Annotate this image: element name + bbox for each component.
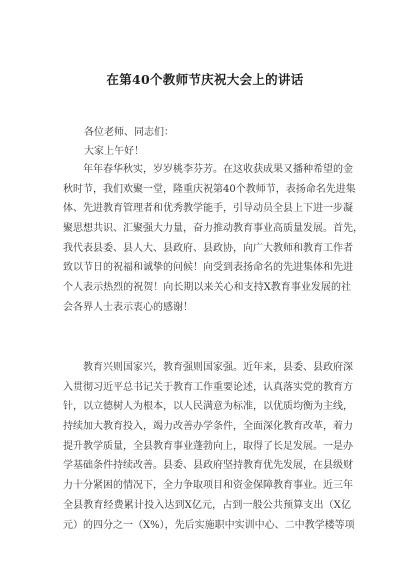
paragraph-line: 秋时节，我们欢聚一堂，隆重庆祝第40个教师节，表扬命名先进集: [63, 183, 356, 195]
paragraph-line: 针，以立德树人为根本，以人民满意为标准，以优质均衡为主线，: [63, 401, 353, 413]
paragraph-line: 我代表县委、县人大、县政府、县政协，向广大教师和教育工作者: [63, 242, 353, 254]
paragraph-opening: [63, 160, 363, 318]
paragraph-line: 入贯彻习近平总书记关于教育工作重要论述，认真落实党的教育方: [63, 381, 353, 393]
paragraph-line: 聚思想共识、汇聚强大力量，奋力推动教育事业高质量发展。首先，: [63, 223, 363, 235]
paragraph-line: 持续加大教育投入，竭力改善办学条件，全面深化教育改革，着力: [63, 421, 353, 433]
paragraph-line: 元）的四分之一（X%），先后实施职中实训中心、二中教学楼等项: [63, 519, 355, 531]
salutation: 各位老师、同志们：: [84, 127, 174, 138]
paragraph-line: 学基础条件持续改善。县委、县政府坚持教育优先发展，在县级财: [63, 460, 353, 472]
paragraph-education: [63, 358, 355, 535]
paragraph-line: 提升教学质量，全县教育事业蓬勃向上，取得了长足发展。一是办: [63, 440, 353, 452]
paragraph-line: 年年春华秋实，岁岁桃李芬芳。在这收获成果又播种希望的金: [83, 164, 353, 175]
paragraph-line: 致以节日的祝福和诚挚的问候！向受到表扬命名的先进集体和先进: [63, 262, 353, 274]
document-title: 在第40个教师节庆祝大会上的讲话: [106, 72, 304, 87]
paragraph-line: 个人表示热烈的祝贺！向长期以来关心和支持X教育事业发展的社: [63, 282, 351, 294]
paragraph-line: 会各界人士表示衷心的感谢！: [63, 301, 193, 313]
paragraph-line: 全县教育经费累计投入达到X亿元，占到一般公共预算支出（X亿: [63, 499, 351, 511]
greeting: 大家上午好！: [84, 146, 144, 157]
paragraph-line: 教育兴则国家兴，教育强则国家强。近年来，县委、县政府深: [83, 362, 353, 373]
paragraph-line: 力十分紧困的情况下，全力争取项目和资金保障教育事业。近三年: [63, 480, 353, 492]
paragraph-line: 体、先进教育管理者和优秀教学能手，引导动员全县上下进一步凝: [63, 203, 353, 215]
